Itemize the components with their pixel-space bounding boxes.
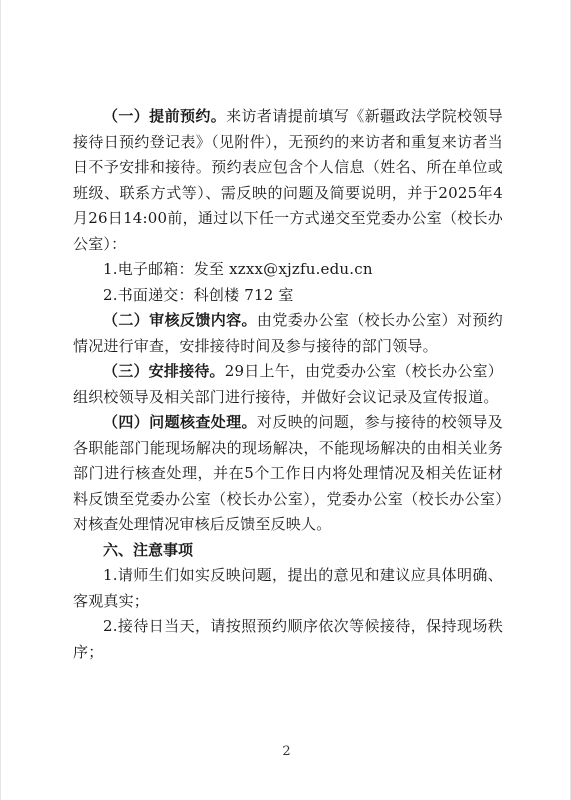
paragraph-review-feedback [73, 308, 503, 359]
paragraph-text: 由党委办公室（校长办公室）对预约情况进行审查，安排接待时间及参与接待的部门领导。 [73, 311, 503, 355]
section-heading: 六、注意事项 [103, 540, 194, 559]
paragraph-advance-booking [73, 104, 503, 257]
paragraph-lead: （三）安排接待。 [103, 362, 225, 380]
note-item: 2.接待日当天，请按照预约顺序依次等候接待，保持现场秩序； [73, 617, 503, 661]
paragraph-lead: （二）审核反馈内容。 [103, 311, 257, 329]
paragraph-text: 来访者请提前填写《新疆政法学院校领导接待日预约登记表》（见附件），无预约的来访者和重复来访者当日不予安排和接待。预约表应包含个人信息（姓名、所在单位或班级、联系方式等）、需反映的问题及简要说明，并于2025年4月26日14:00前，通过以下任一方式递交至党委办公室（校长办公室）： [73, 107, 503, 253]
paragraph-text: 对反映的问题，参与接待的校领导及各职能部门能现场解决的现场解决，不能现场解决的由相关业务部门进行核查处理，并在5个工作日内将处理情况及相关佐证材料反馈至党委办公室（校长办公室），党委办公室（校长办公室）对核查处理情况审核后反馈至反映人。 [73, 413, 503, 533]
paragraph-issue-handling [73, 410, 503, 538]
paragraph-lead: （一）提前预约。 [103, 107, 227, 125]
paragraph-text: 29日上午，由党委办公室（校长办公室）组织校领导及相关部门进行接待，并做好会议记录及宣传报道。 [73, 362, 503, 406]
paragraph-arrange-reception [73, 359, 503, 410]
email-line: 1.电子邮箱：发至 xzxx@xjzfu.edu.cn [103, 260, 373, 278]
written-submission-line: 2.书面递交：科创楼 712 室 [103, 285, 294, 304]
document-body [73, 104, 503, 665]
page-number: 2 [282, 744, 291, 759]
note-item: 1.请师生们如实反映问题，提出的意见和建议应具体明确、客观真实； [73, 566, 503, 610]
paragraph-lead: （四）问题核查处理。 [103, 413, 257, 431]
